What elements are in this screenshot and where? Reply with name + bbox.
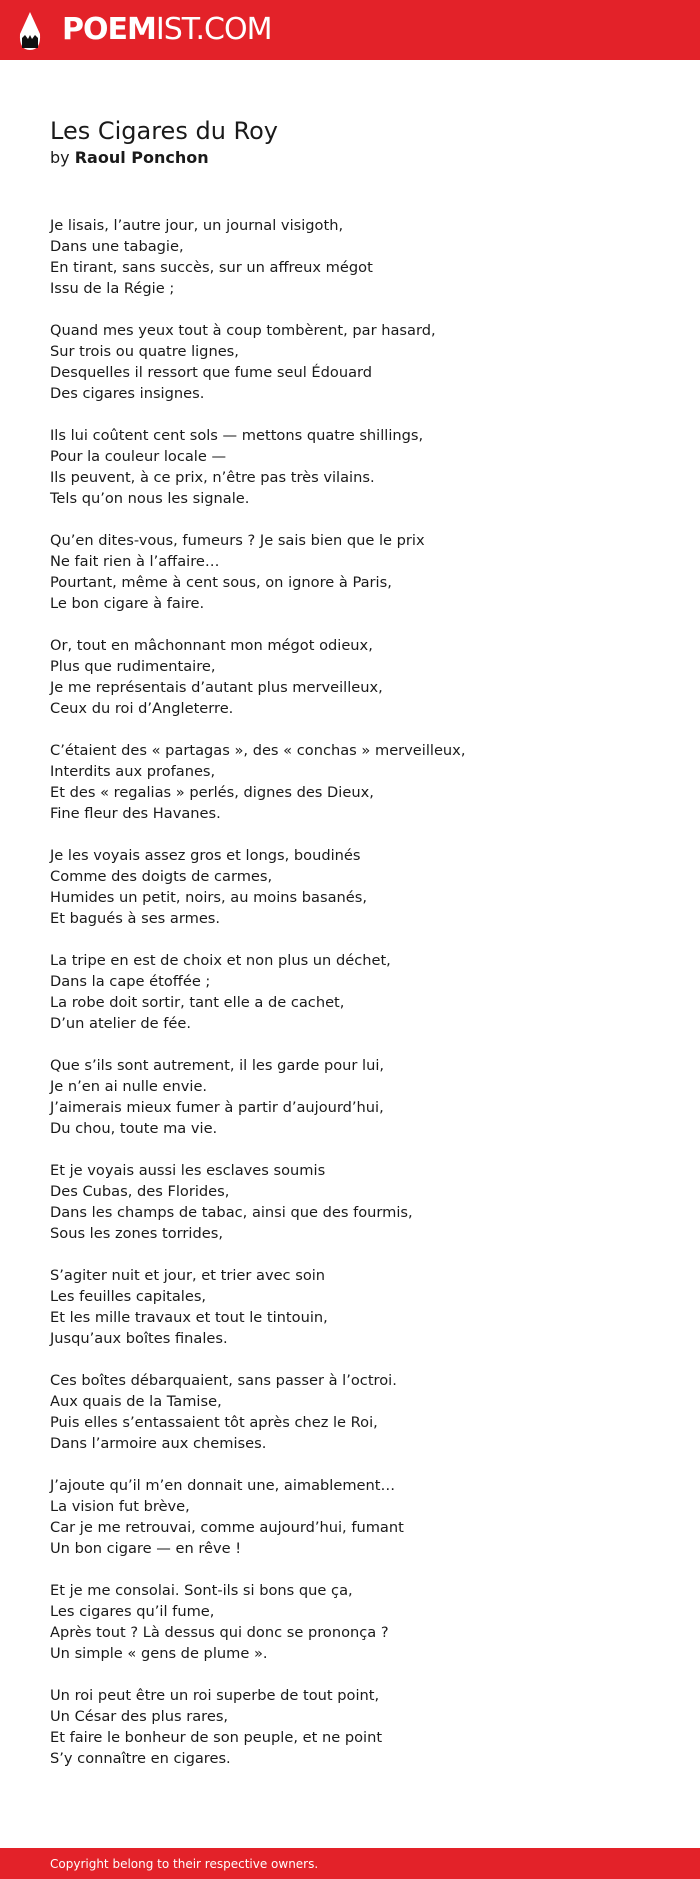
poem-line: J’aimerais mieux fumer à partir d’aujourd’hui, [50,1099,384,1116]
stanza [50,1055,650,1139]
poem-line: Tels qu’on nous les signale. [50,490,250,507]
poem-line: S’agiter nuit et jour, et trier avec soin [50,1267,326,1284]
pen-nib-logo-icon[interactable] [17,10,43,52]
poem-line: Le bon cigare à faire. [50,595,205,612]
poem-line: Et des « regalias » perlés, dignes des Dieux, [50,784,374,801]
poem-line: Et je voyais aussi les esclaves soumis [50,1162,326,1179]
stanza [50,1160,650,1244]
poem-line: Après tout ? Là dessus qui donc se prononça ? [50,1624,389,1641]
byline [50,147,650,169]
poem-line: Sur trois ou quatre lignes, [50,343,239,360]
poem-line: J’ajoute qu’il m’en donnait une, aimablement… [50,1477,396,1494]
site-footer [0,1848,700,1879]
poem-line: Dans les champs de tabac, ainsi que des fourmis, [50,1204,413,1221]
copyright-text: Copyright belong to their respective owners. [50,1857,319,1871]
author-name[interactable]: Raoul Ponchon [74,148,209,167]
poem-line: Pour la couleur locale — [50,448,227,465]
poem-line: Un César des plus rares, [50,1708,229,1725]
logo-bold-text: POEM [62,12,156,47]
poem-line: La tripe en est de choix et non plus un déchet, [50,952,391,969]
poem-line: Or, tout en mâchonnant mon mégot odieux, [50,637,373,654]
poem-line: La vision fut brève, [50,1498,190,1515]
poem-line: Puis elles s’entassaient tôt après chez le Roi, [50,1414,378,1431]
stanza [50,1475,650,1559]
poem-line: Ils lui coûtent cent sols — mettons quatre shillings, [50,427,424,444]
poem-line: Je lisais, l’autre jour, un journal visigoth, [50,217,344,234]
poem-line: Je n’en ai nulle envie. [50,1078,208,1095]
poem-line: Du chou, toute ma vie. [50,1120,218,1137]
poem-line: Des Cubas, des Florides, [50,1183,230,1200]
poem-line: Ces boîtes débarquaient, sans passer à l’octroi. [50,1372,397,1389]
site-logo[interactable] [62,10,271,50]
poem-line: Des cigares insignes. [50,385,205,402]
logo-light-text: IST.COM [155,12,272,47]
poem-line: D’un atelier de fée. [50,1015,191,1032]
poem-line: Sous les zones torrides, [50,1225,223,1242]
stanza [50,1685,650,1769]
poem-line: Je me représentais d’autant plus merveilleux, [50,679,383,696]
stanza [50,425,650,509]
poem-line: Ne fait rien à l’affaire… [50,553,220,570]
poem-line: Plus que rudimentaire, [50,658,216,675]
poem-line: Et je me consolai. Sont-ils si bons que ça, [50,1582,353,1599]
poem-line: C’étaient des « partagas », des « conchas » merveilleux, [50,742,466,759]
stanza [50,740,650,824]
poem-line: Les cigares qu’il fume, [50,1603,215,1620]
stanza [50,1265,650,1349]
stanza [50,1580,650,1664]
poem-line: S’y connaître en cigares. [50,1750,231,1767]
poem-line: Et les mille travaux et tout le tintouin, [50,1309,328,1326]
poem-line: Et bagués à ses armes. [50,910,221,927]
poem-content [50,115,650,1790]
poem-line: La robe doit sortir, tant elle a de cachet, [50,994,345,1011]
poem-title: Les Cigares du Roy [50,117,279,145]
poem-line: Ceux du roi d’Angleterre. [50,700,234,717]
site-header [0,0,700,60]
stanza [50,320,650,404]
stanza [50,950,650,1034]
stanza [50,635,650,719]
poem-line: Dans une tabagie, [50,238,184,255]
poem-line: Qu’en dites-vous, fumeurs ? Je sais bien que le prix [50,532,425,549]
poem-line: Jusqu’aux boîtes finales. [50,1330,228,1347]
poem-line: Issu de la Régie ; [50,280,175,297]
poem-line: Humides un petit, noirs, au moins basanés, [50,889,367,906]
poem-line: Les feuilles capitales, [50,1288,207,1305]
poem-line: Comme des doigts de carmes, [50,868,273,885]
poem-line: Desquelles il ressort que fume seul Édouard [50,364,373,381]
poem-line: Interdits aux profanes, [50,763,216,780]
poem-line: Un roi peut être un roi superbe de tout point, [50,1687,380,1704]
poem-line: Quand mes yeux tout à coup tombèrent, par hasard, [50,322,436,339]
poem-line: Un simple « gens de plume ». [50,1645,268,1662]
stanza [50,530,650,614]
poem-line: Dans l’armoire aux chemises. [50,1435,267,1452]
poem-line: Pourtant, même à cent sous, on ignore à Paris, [50,574,392,591]
stanza [50,1370,650,1454]
stanza [50,215,650,299]
poem-line: Ils peuvent, à ce prix, n’être pas très vilains. [50,469,375,486]
by-label: by [50,148,70,167]
poem-line: En tirant, sans succès, sur un affreux mégot [50,259,373,276]
poem-line: Que s’ils sont autrement, il les garde pour lui, [50,1057,385,1074]
poem-line: Fine fleur des Havanes. [50,805,221,822]
stanza [50,845,650,929]
poem-line: Et faire le bonheur de son peuple, et ne point [50,1729,383,1746]
poem-body [50,215,650,1769]
poem-line: Dans la cape étoffée ; [50,973,211,990]
poem-line: Un bon cigare — en rêve ! [50,1540,242,1557]
poem-line: Car je me retrouvai, comme aujourd’hui, fumant [50,1519,404,1536]
poem-line: Aux quais de la Tamise, [50,1393,222,1410]
poem-line: Je les voyais assez gros et longs, boudinés [50,847,361,864]
